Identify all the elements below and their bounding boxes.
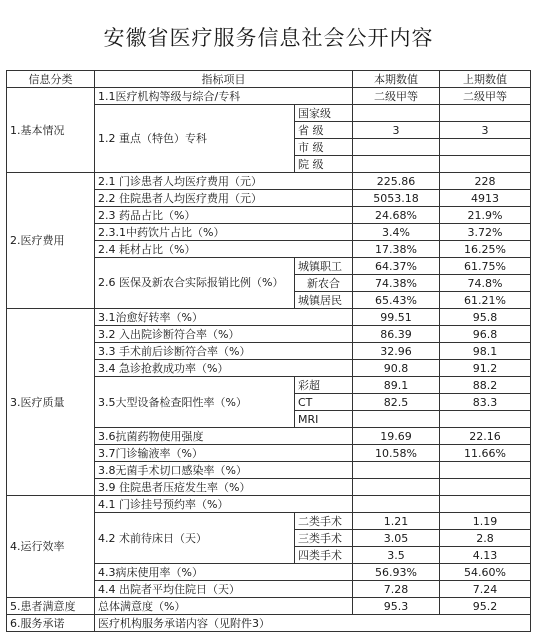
previous-value: 22.16 (440, 428, 531, 445)
previous-value (440, 462, 531, 479)
current-value: 二级甲等 (353, 88, 440, 105)
previous-value: 1.19 (440, 513, 531, 530)
row-label: 3.7门诊输液率（%） (95, 445, 353, 462)
sub-label: CT (295, 394, 353, 411)
current-value: 19.69 (353, 428, 440, 445)
previous-value: 54.60% (440, 564, 531, 581)
current-value: 74.38% (353, 275, 440, 292)
current-value: 3.05 (353, 530, 440, 547)
current-value (353, 462, 440, 479)
row-label: 1.1医疗机构等级与综合/专科 (95, 88, 353, 105)
current-value (353, 105, 440, 122)
current-value: 17.38% (353, 241, 440, 258)
previous-value: 98.1 (440, 343, 531, 360)
row-label: 3.1治愈好转率（%） (95, 309, 353, 326)
sub-label: 城镇职工 (295, 258, 353, 275)
info-table (6, 70, 531, 632)
previous-value (440, 411, 531, 428)
header-category: 信息分类 (7, 71, 95, 88)
current-value: 64.37% (353, 258, 440, 275)
category-cost: 2.医疗费用 (7, 173, 95, 309)
current-value: 225.86 (353, 173, 440, 190)
header-row (7, 71, 531, 88)
sub-label: 院 级 (295, 156, 353, 173)
current-value (353, 479, 440, 496)
previous-value: 3.72% (440, 224, 531, 241)
current-value: 3.4% (353, 224, 440, 241)
current-value: 86.39 (353, 326, 440, 343)
row-label: 2.1 门诊患者人均医疗费用（元） (95, 173, 353, 190)
header-indicator: 指标项目 (95, 71, 353, 88)
row-label: 3.8无菌手术切口感染率（%） (95, 462, 353, 479)
row-label: 医疗机构服务承诺内容（见附件3） (95, 615, 531, 632)
sub-label: 城镇居民 (295, 292, 353, 309)
previous-value: 4913 (440, 190, 531, 207)
sub-label: 四类手术 (295, 547, 353, 564)
previous-value: 61.75% (440, 258, 531, 275)
category-service: 6.服务承诺 (7, 615, 95, 632)
row-label: 4.4 出院者平均住院日（天） (95, 581, 353, 598)
row-label: 2.2 住院患者人均医疗费用（元） (95, 190, 353, 207)
current-value (353, 139, 440, 156)
previous-value (440, 105, 531, 122)
category-efficiency: 4.运行效率 (7, 496, 95, 598)
table-row (7, 496, 531, 513)
previous-value: 228 (440, 173, 531, 190)
table-row (7, 173, 531, 190)
previous-value: 95.2 (440, 598, 531, 615)
current-value: 24.68% (353, 207, 440, 224)
current-value: 82.5 (353, 394, 440, 411)
row-label: 3.9 住院患者压疮发生率（%） (95, 479, 353, 496)
sub-label: 省 级 (295, 122, 353, 139)
current-value: 1.21 (353, 513, 440, 530)
current-value (353, 156, 440, 173)
row-label: 2.3.1中药饮片占比（%） (95, 224, 353, 241)
sub-label: 新农合 (295, 275, 353, 292)
previous-value: 21.9% (440, 207, 531, 224)
previous-value: 88.2 (440, 377, 531, 394)
row-label: 2.3 药品占比（%） (95, 207, 353, 224)
current-value: 95.3 (353, 598, 440, 615)
previous-value (440, 139, 531, 156)
category-quality: 3.医疗质量 (7, 309, 95, 496)
previous-value: 16.25% (440, 241, 531, 258)
current-value: 65.43% (353, 292, 440, 309)
previous-value: 二级甲等 (440, 88, 531, 105)
previous-value: 3 (440, 122, 531, 139)
row-label: 2.6 医保及新农合实际报销比例（%） (95, 258, 295, 309)
row-label: 4.2 术前待床日（天） (95, 513, 295, 564)
row-label: 3.2 入出院诊断符合率（%） (95, 326, 353, 343)
sub-label: 三类手术 (295, 530, 353, 547)
current-value: 10.58% (353, 445, 440, 462)
previous-value: 74.8% (440, 275, 531, 292)
table-row (7, 615, 531, 632)
header-current: 本期数值 (353, 71, 440, 88)
page-title: 安徽省医疗服务信息社会公开内容 (103, 26, 434, 50)
previous-value (440, 156, 531, 173)
previous-value (440, 496, 531, 513)
row-label: 4.1 门诊挂号预约率（%） (95, 496, 353, 513)
row-label: 3.5大型设备检查阳性率（%） (95, 377, 295, 428)
previous-value: 91.2 (440, 360, 531, 377)
previous-value: 4.13 (440, 547, 531, 564)
previous-value (440, 479, 531, 496)
category-satisfaction: 5.患者满意度 (7, 598, 95, 615)
current-value: 5053.18 (353, 190, 440, 207)
table-row (7, 598, 531, 615)
current-value (353, 411, 440, 428)
current-value: 90.8 (353, 360, 440, 377)
previous-value: 2.8 (440, 530, 531, 547)
previous-value: 11.66% (440, 445, 531, 462)
current-value: 89.1 (353, 377, 440, 394)
sub-label: 市 级 (295, 139, 353, 156)
row-label: 4.3病床使用率（%） (95, 564, 353, 581)
current-value: 3.5 (353, 547, 440, 564)
sub-label: 彩超 (295, 377, 353, 394)
sub-label: 国家级 (295, 105, 353, 122)
table-row (7, 309, 531, 326)
category-basic: 1.基本情况 (7, 88, 95, 173)
current-value: 56.93% (353, 564, 440, 581)
row-label: 3.4 急诊抢救成功率（%） (95, 360, 353, 377)
previous-value: 83.3 (440, 394, 531, 411)
previous-value: 7.24 (440, 581, 531, 598)
current-value: 99.51 (353, 309, 440, 326)
current-value: 7.28 (353, 581, 440, 598)
sub-label: MRI (295, 411, 353, 428)
row-label: 3.3 手术前后诊断符合率（%） (95, 343, 353, 360)
sub-label: 二类手术 (295, 513, 353, 530)
current-value: 32.96 (353, 343, 440, 360)
table-row (7, 88, 531, 105)
row-label: 总体满意度（%） (95, 598, 353, 615)
header-previous: 上期数值 (440, 71, 531, 88)
row-label: 3.6抗菌药物使用强度 (95, 428, 353, 445)
previous-value: 95.8 (440, 309, 531, 326)
current-value (353, 496, 440, 513)
previous-value: 61.21% (440, 292, 531, 309)
row-label: 2.4 耗材占比（%） (95, 241, 353, 258)
previous-value: 96.8 (440, 326, 531, 343)
current-value: 3 (353, 122, 440, 139)
row-label: 1.2 重点（特色）专科 (95, 105, 295, 173)
